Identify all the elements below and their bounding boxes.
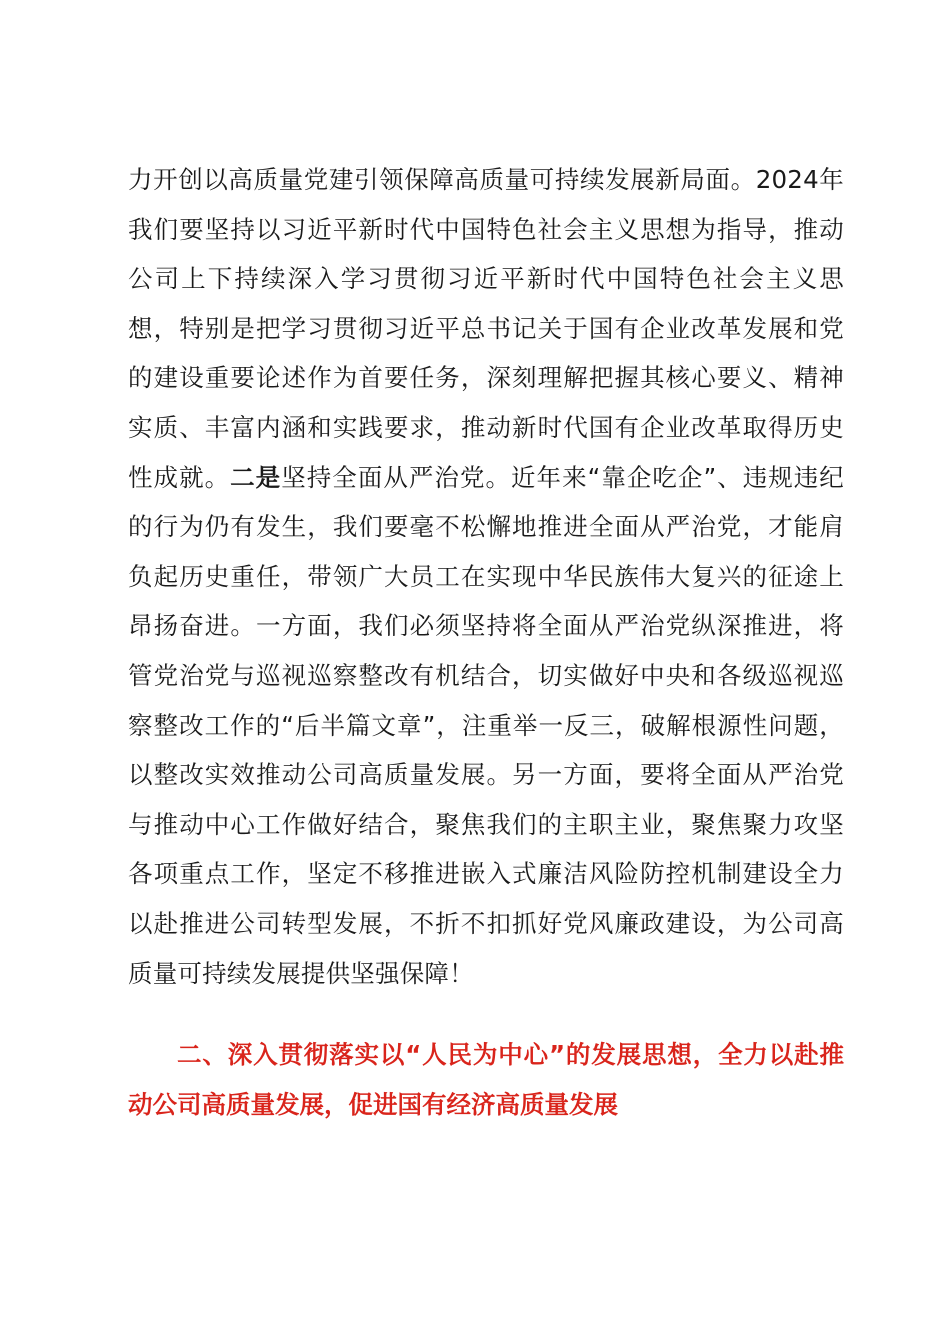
body-paragraph xyxy=(128,155,844,998)
paragraph-text-part1: 力开创以高质量党建引领保障高质量可持续发展新局面。2024年我们要坚持以习近平新时代中国特色社会主义思想为指导，推动公司上下持续深入学习贯彻习近平新时代中国特色社会主义思想，特别是把学习贯彻习近平总书记关于国有企业改革发展和党的建设重要论述作为首要任务，深刻理解把握其核心要义、精神实质、丰富内涵和实践要求，推动新时代国有企业改革取得历史性成就。 xyxy=(128,165,844,492)
section-heading: 二、深入贯彻落实以“人民为中心”的发展思想，全力以赴推动公司高质量发展，促进国有经济高质量发展 xyxy=(128,1040,844,1119)
paragraph-bold-marker: 二是 xyxy=(230,462,282,492)
paragraph-text-part2: 坚持全面从严治党。近年来“靠企吃企”、违规违纪的行为仍有发生，我们要毫不松懈地推进全面从严治党，才能肩负起历史重任，带领广大员工在实现中华民族伟大复兴的征途上昂扬奋进。一方面，我们必须坚持将全面从严治党纵深推进，将管党治党与巡视巡察整改有机结合，切实做好中央和各级巡视巡察整改工作的“后半篇文章”，注重举一反三，破解根源性问题，以整改实效推动公司高质量发展。另一方面，要将全面从严治党与推动中心工作做好结合，聚焦我们的主职主业，聚焦聚力攻坚各项重点工作，坚定不移推进嵌入式廉洁风险防控机制建设全力以赴推进公司转型发展，不折不扣抓好党风廉政建设，为公司高质量可持续发展提供坚强保障！ xyxy=(128,462,845,988)
